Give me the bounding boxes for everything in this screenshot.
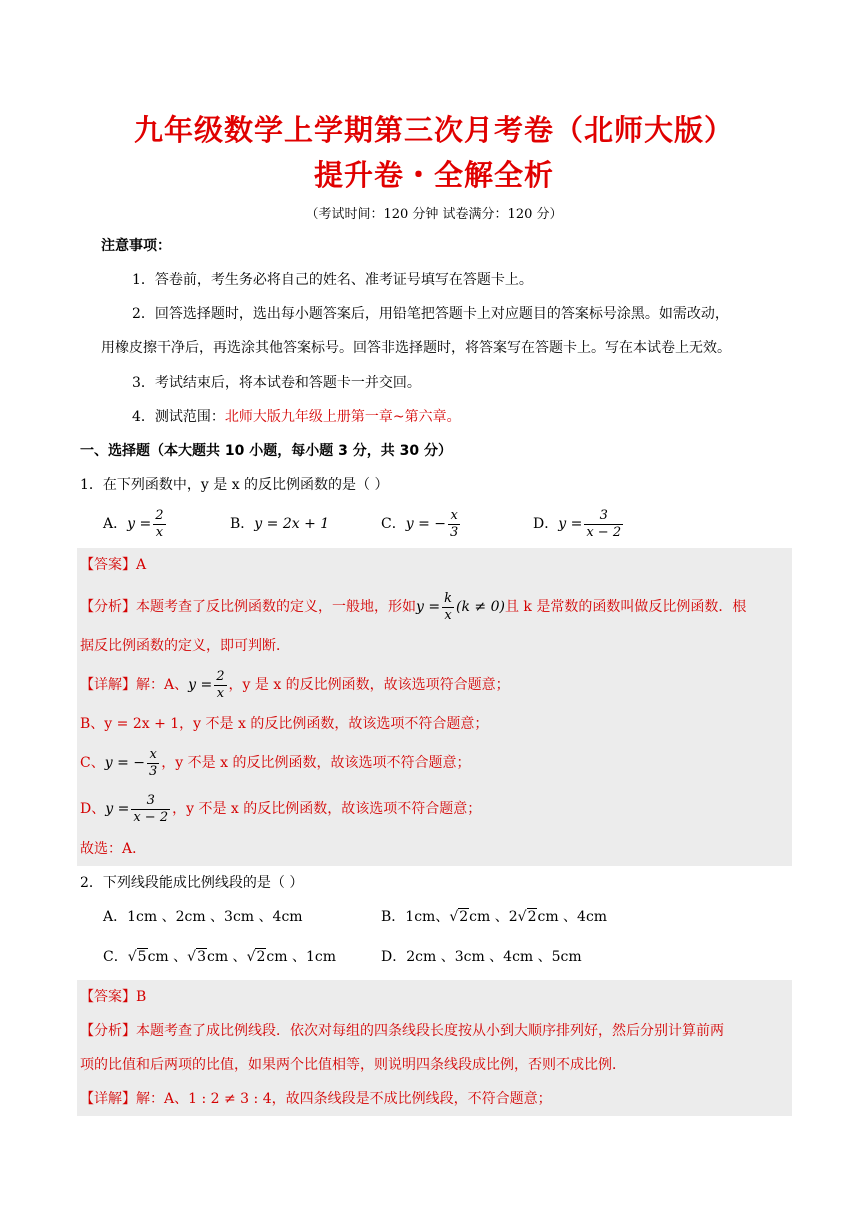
q1-detail-a-num: 2 bbox=[216, 668, 225, 684]
q1-option-c-den: 3 bbox=[450, 524, 459, 540]
q1-option-a-num: 2 bbox=[155, 507, 164, 523]
q1-detail-a-den: x bbox=[216, 685, 225, 701]
q1-detail-tag: 【详解】 bbox=[80, 677, 136, 693]
q1-option-d-den: x − 2 bbox=[586, 524, 622, 540]
q1-detail-c: C、y = − $\frac{x}{3}$ ，y 不是 x 的反比例函数，故该选项不符合题意； bbox=[80, 746, 471, 779]
q1-option-c-num: x bbox=[448, 508, 460, 525]
notes-item-1: 1．答卷前，考生务必将自己的姓名、准考证号填写在答题卡上。 bbox=[132, 272, 533, 288]
q1-option-a-label: A． bbox=[103, 516, 128, 532]
q2-stem: 2．下列线段能成比例线段的是（ ） bbox=[80, 875, 304, 891]
q1-option-c: C．y = − $\frac{x}{3}$ bbox=[381, 507, 459, 540]
sqrt-symbol: √2 bbox=[517, 909, 537, 925]
q1-option-b bbox=[230, 514, 329, 534]
q1-conclusion: 故选：A． bbox=[80, 841, 147, 857]
q1-option-b-label: B． bbox=[230, 516, 255, 532]
q1-option-d-num: 3 bbox=[584, 508, 623, 525]
q1-analysis-den: x bbox=[444, 607, 452, 623]
q1-detail-d-num: 3 bbox=[131, 793, 170, 810]
q2-analysis-line1: 【分析】本题考查了成比例线段．依次对每组的四条线段长度按从小到大顺序排列好，然后分别计算前两 bbox=[80, 1023, 724, 1039]
q1-answer: 【答案】A bbox=[80, 557, 147, 573]
q1-analysis-num: k bbox=[444, 590, 452, 606]
sqrt-symbol: √2 bbox=[449, 909, 469, 925]
q1-detail-d: D、y = $\frac{3}{x - 2}$ ，y 不是 x 的反比例函数，故该选项不符合题意； bbox=[80, 792, 482, 825]
sqrt-symbol: √2 bbox=[246, 949, 266, 965]
notes-item-4-prefix: 4．测试范围： bbox=[132, 409, 225, 425]
q1-detail-d-den: x − 2 bbox=[133, 809, 169, 825]
q2-analysis-line2: 项的比值和后两项的比值，如果两个比值相等，则说明四条线段成比例，否则不成比例． bbox=[80, 1057, 626, 1073]
q1-analysis-condition: (k ≠ 0) bbox=[456, 599, 505, 615]
notes-item-3: 3．考试结束后，将本试卷和答题卡一并交回。 bbox=[132, 375, 421, 391]
q1-detail-a: 【详解】解：A、y = $\frac{2}{x}$ ，y 是 x 的反比例函数，故该选项符合题意； bbox=[80, 668, 510, 701]
sqrt-symbol: √5 bbox=[127, 949, 147, 965]
q1-stem: 1．在下列函数中，y 是 x 的反比例函数的是（ ） bbox=[80, 477, 389, 493]
q1-analysis-line2: 据反比例函数的定义，即可判断． bbox=[80, 638, 290, 654]
q1-analysis-tag: 【分析】 bbox=[80, 599, 136, 615]
q2-option-a: A．1cm 、2cm 、3cm 、4cm bbox=[103, 909, 303, 925]
q2-option-b: B．1cm、√2cm 、2√2cm 、4cm bbox=[381, 909, 608, 925]
q1-analysis-line1: 【分析】本题考查了反比例函数的定义，一般地，形如y = $\frac{k}{x}$ (k ≠ 0)且 k 是常数的函数叫做反比例函数．根 bbox=[80, 590, 747, 623]
q1-option-c-label: C． bbox=[381, 516, 406, 532]
notes-heading: 注意事项： bbox=[101, 238, 171, 254]
section-heading: 一、选择题（本大题共 10 小题，每小题 3 分，共 30 分） bbox=[80, 443, 452, 459]
q1-option-d: D．y = $\frac{3}{x - 2}$ bbox=[533, 507, 622, 540]
page-subtitle: 提升卷・全解全析 bbox=[313, 158, 554, 192]
notes-item-4-scope: 北师大版九年级上册第一章~第六章。 bbox=[224, 409, 461, 425]
q1-detail-c-den: 3 bbox=[149, 763, 158, 779]
q1-option-a: A．y = $\frac{2}{x}$ bbox=[103, 507, 164, 540]
page-title: 九年级数学上学期第三次月考卷（北师大版） bbox=[133, 113, 734, 147]
q2-option-d: D．2cm 、3cm 、4cm 、5cm bbox=[381, 949, 582, 965]
q1-detail-c-num: x bbox=[147, 747, 159, 764]
q2-answer: 【答案】B bbox=[80, 989, 147, 1005]
q1-detail-b: B、y = 2x + 1，y 不是 x 的反比例函数，故该选项不符合题意； bbox=[80, 716, 489, 732]
q1-option-b-expr: y = 2x + 1 bbox=[254, 516, 330, 532]
q2-option-c: C．√5cm 、√3cm 、√2cm 、1cm bbox=[103, 949, 336, 965]
notes-item-2-line2: 用橡皮擦干净后，再选涂其他答案标号。回答非选择题时，将答案写在答题卡上。写在本试卷上无效。 bbox=[101, 340, 731, 356]
exam-info: （考试时间：120 分钟 试卷满分：120 分） bbox=[305, 207, 563, 222]
q1-option-d-label: D． bbox=[533, 516, 559, 532]
sqrt-symbol: √3 bbox=[187, 949, 206, 965]
notes-item-2-line1: 2．回答选择题时，选出每小题答案后，用铅笔把答题卡上对应题目的答案标号涂黑。如需改动， bbox=[132, 306, 729, 322]
notes-item-4 bbox=[132, 407, 461, 427]
q1-option-a-den: x bbox=[155, 524, 164, 540]
q2-detail: 【详解】解：A、1 : 2 ≠ 3 : 4，故四条线段是不成比例线段，不符合题意； bbox=[80, 1091, 552, 1107]
